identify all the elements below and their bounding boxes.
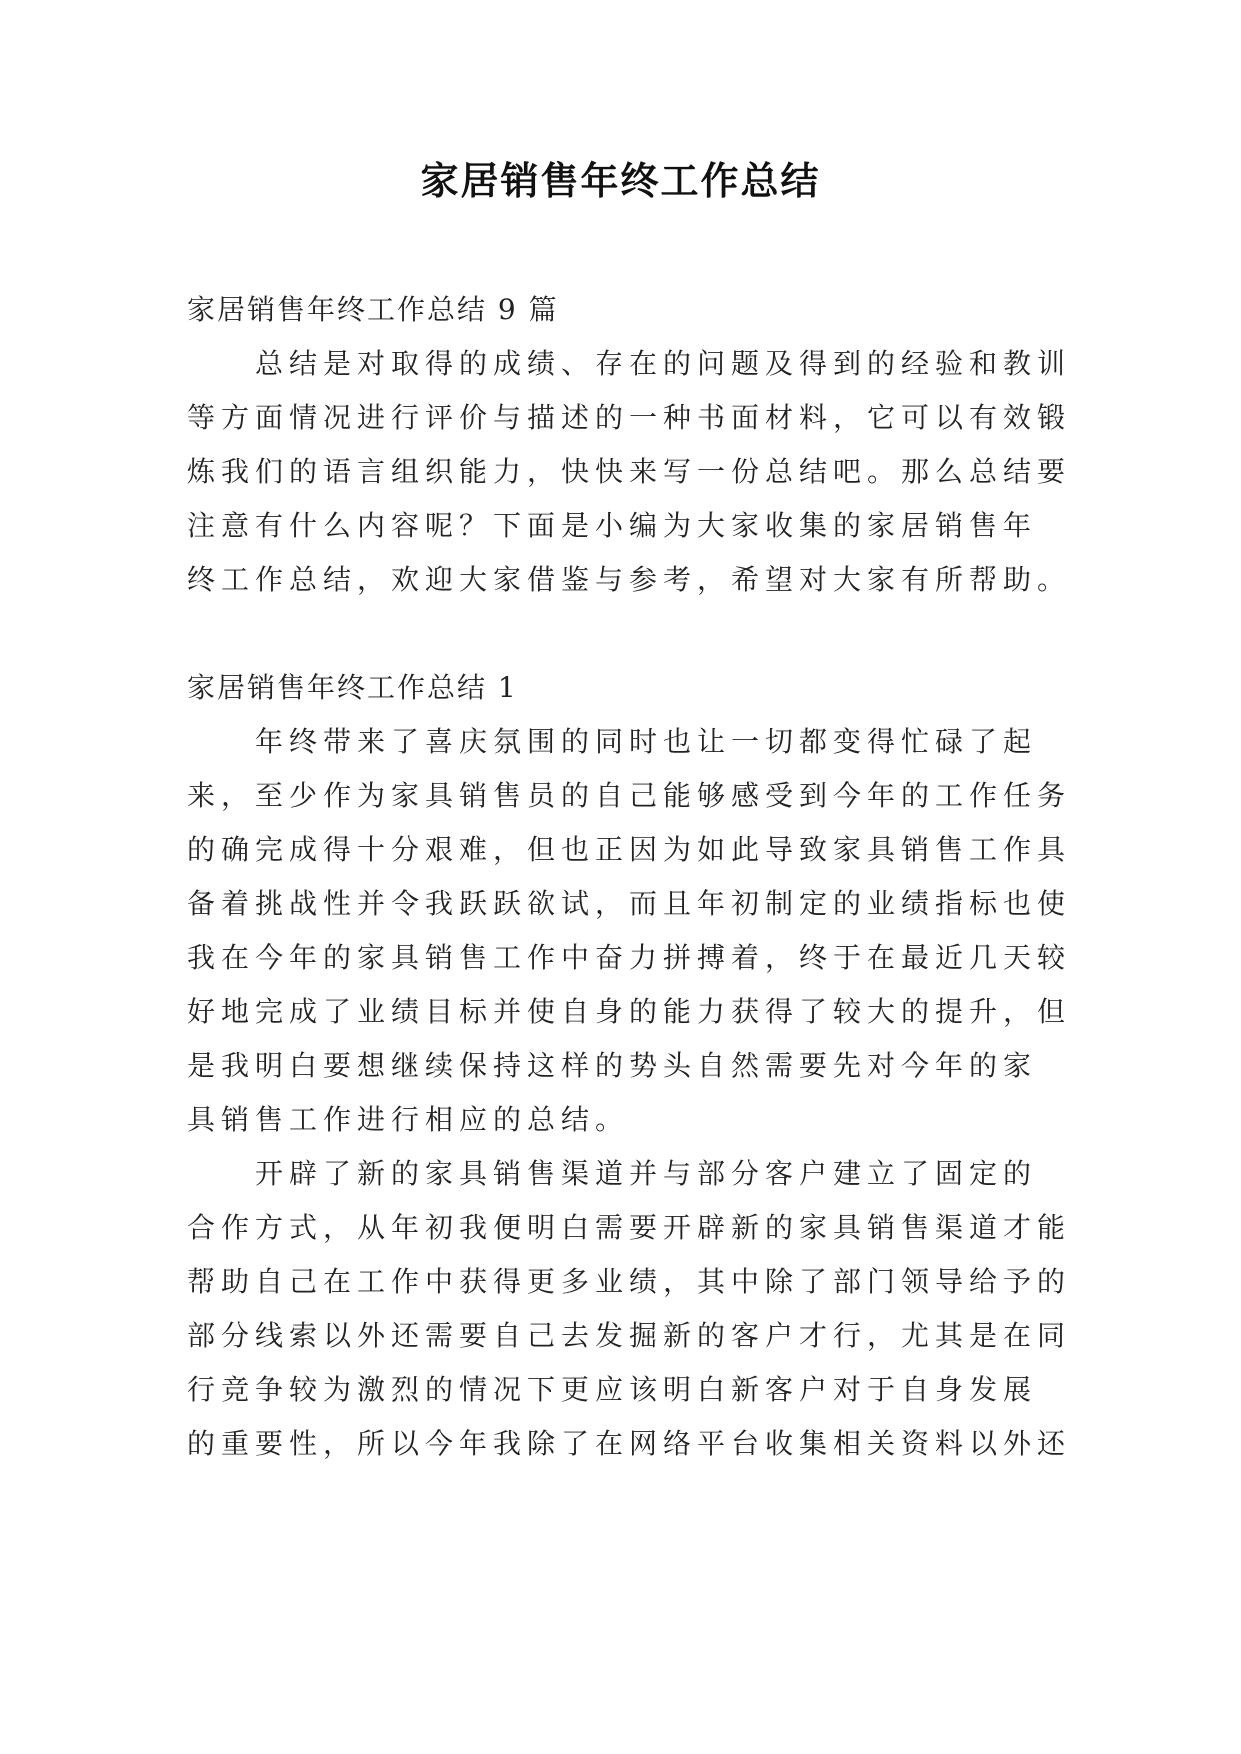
paragraph-line: 帮助自己在工作中获得更多业绩，其中除了部门领导给予的 [187,1265,1072,1298]
paragraph-line: 终工作总结，欢迎大家借鉴与参考，希望对大家有所帮助。 [187,563,1072,596]
paragraph-line: 是我明白要想继续保持这样的势头自然需要先对今年的家 [187,1049,1038,1082]
paragraph-line: 合作方式，从年初我便明白需要开辟新的家具销售渠道才能 [187,1211,1072,1244]
paragraph-line: 来，至少作为家具销售员的自己能够感受到今年的工作任务 [187,779,1072,812]
paragraph-line: 开辟了新的家具销售渠道并与部分客户建立了固定的 [255,1157,1038,1190]
paragraph-line: 注意有什么内容呢？下面是小编为大家收集的家居销售年 [187,509,1038,542]
paragraph-line: 我在今年的家具销售工作中奋力拼搏着，终于在最近几天较 [187,941,1072,974]
paragraph-1 [187,715,1072,1147]
paragraph-line: 行竞争较为激烈的情况下更应该明白新客户对于自身发展 [187,1373,1038,1406]
paragraph-line: 具销售工作进行相应的总结。 [187,1103,630,1136]
paragraph-line: 的确完成得十分艰难，但也正因为如此导致家具销售工作具 [187,833,1072,866]
intro-paragraph [187,337,1072,607]
paragraph-line: 部分线索以外还需要自己去发掘新的客户才行，尤其是在同 [187,1319,1072,1352]
paragraph-line: 炼我们的语言组织能力，快快来写一份总结吧。那么总结要 [187,455,1072,488]
page-title: 家居销售年终工作总结 [420,159,821,203]
section-heading: 家居销售年终工作总结 1 [187,671,518,704]
paragraph-line: 好地完成了业绩目标并使自身的能力获得了较大的提升，但 [187,995,1072,1028]
paragraph-line: 年终带来了喜庆氛围的同时也让一切都变得忙碌了起 [255,725,1038,758]
paragraph-line: 的重要性，所以今年我除了在网络平台收集相关资料以外还 [187,1427,1072,1460]
document-body [187,283,1072,1471]
paragraph-line: 备着挑战性并令我跃跃欲试，而且年初制定的业绩指标也使 [187,887,1072,920]
paragraph-line: 等方面情况进行评价与描述的一种书面材料，它可以有效锻 [187,401,1072,434]
section-spacer [187,607,1057,661]
subtitle: 家居销售年终工作总结 9 篇 [187,293,559,326]
paragraph-2 [187,1147,1072,1471]
paragraph-line: 总结是对取得的成绩、存在的问题及得到的经验和教训 [255,347,1072,380]
